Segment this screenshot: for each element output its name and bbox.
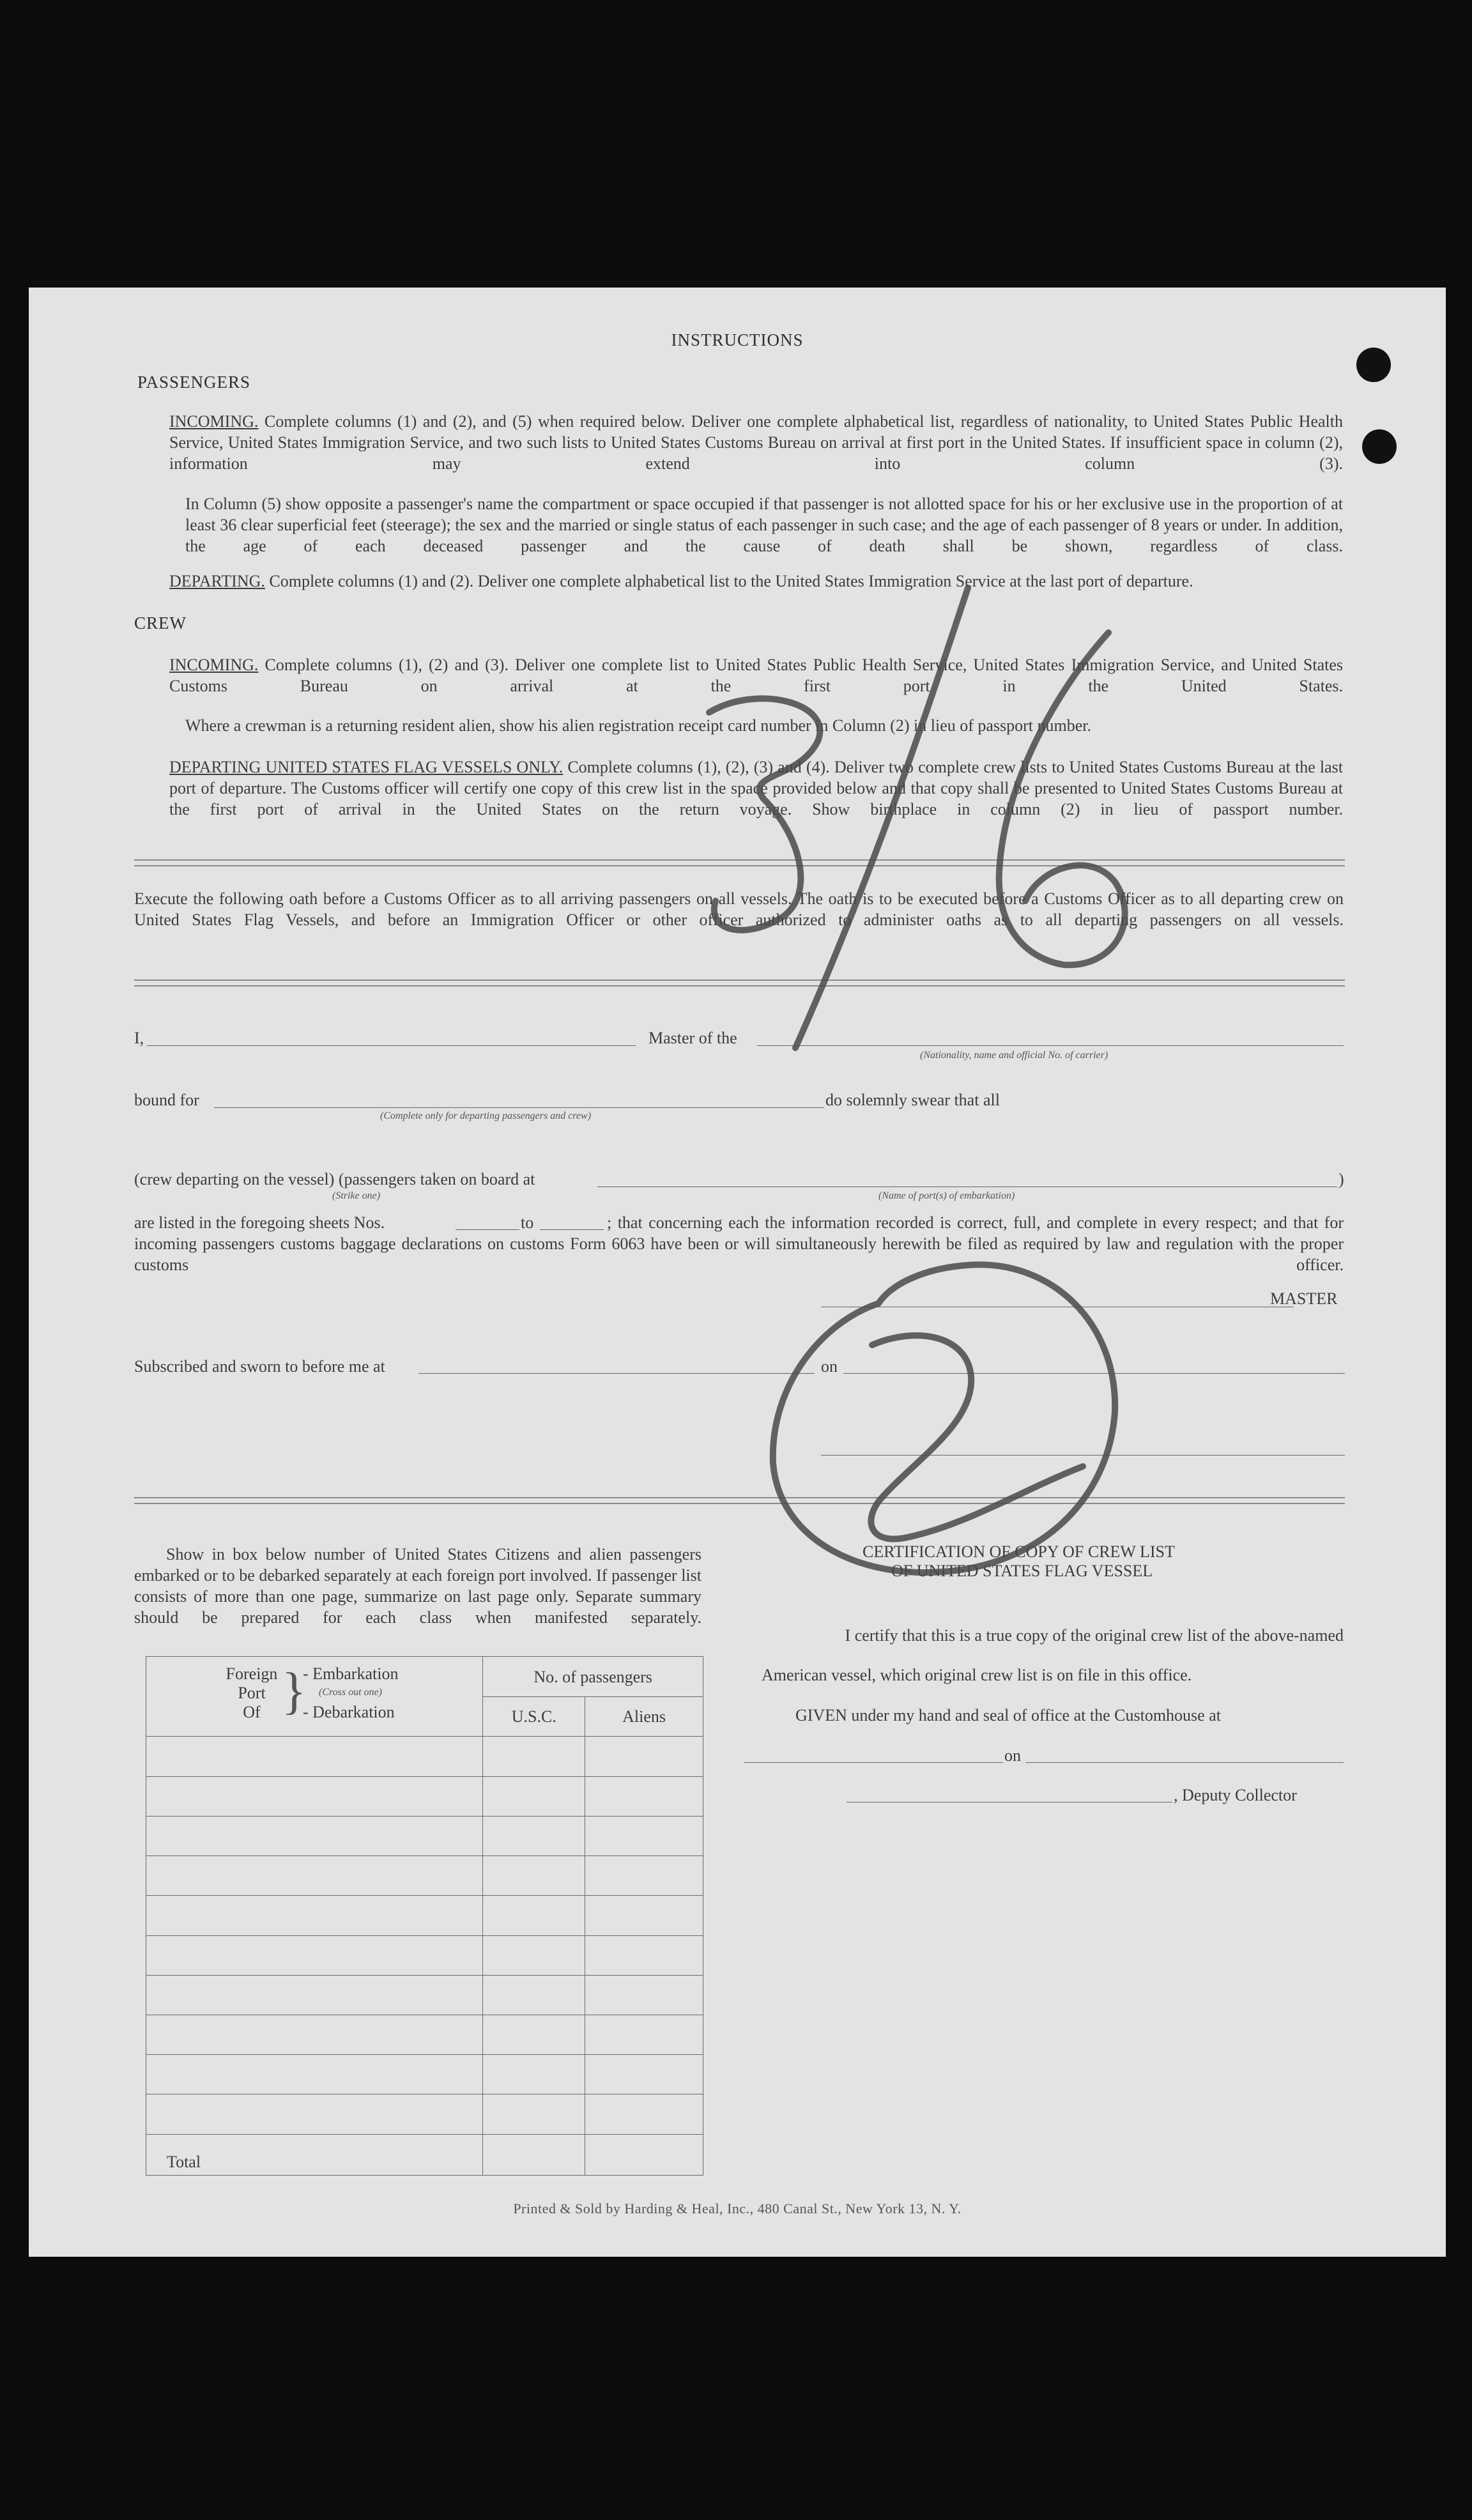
printer-footer: Printed & Sold by Harding & Heal, Inc., 480 Canal St., New York 13, N. Y. <box>513 2201 962 2217</box>
crew-departing-text: (crew departing on the vessel) (passengers taken on board at <box>134 1170 535 1188</box>
stamp-digit-3 <box>709 698 820 930</box>
stamp-digit-6 <box>999 633 1125 965</box>
certification-heading-2: OF UNITED STATES FLAG VESSEL <box>891 1562 1153 1580</box>
master-of-the-label: Master of the <box>648 1029 737 1047</box>
summary-instructions: Show in box below number of United States Citizens and alien passengers embarked or to be debarked separately at each foreign port involved. If passenger list consists of more than one page, summarize on last page only. Separate summary should be prepared for each class when manifested separately. <box>134 1545 702 1627</box>
given-text: GIVEN under my hand and seal of office at the Customhouse at <box>795 1706 1221 1725</box>
subscribed-label: Subscribed and sworn to before me at <box>134 1357 385 1376</box>
crew-incoming-label: INCOMING. <box>169 656 259 674</box>
oath-intro: Execute the following oath before a Customs Officer as to all arriving passengers on all vessels. The oath is to be executed before a Customs Officer as to all departing crew on United States Flag Vessels, and before an Immigration Officer or other officer authorized to administer oaths as to all departing passengers on all vessels. <box>134 889 1344 929</box>
crew-resident-paragraph: Where a crewman is a returning resident alien, show his alien registration receipt card number in Column (2) in lieu of passport number. <box>185 716 1092 735</box>
total-label: Total <box>146 2134 483 2175</box>
listed-post-text: ; that concerning each the information recorded is correct, full, and complete in every respect; and that for incoming passengers customs baggage declarations on customs Form 6063 have been or will simultaneously herewith be filed as required by law and regulation with the proper customs officer. <box>134 1213 1344 1274</box>
crew-departing-text: Complete columns (1), (2), (3) and (4). Deliver two complete crew lists to United States Customs Bureau at the last port of departure. The Customs officer will certify one copy of this crew list in the space provided below and that copy shall be presented to United States Customs Bureau at the first port of arrival in the United States on the return voyage. Show birthplace in column (2) in lieu of passport number. <box>169 758 1344 818</box>
circled-digit-2 <box>871 1335 1083 1539</box>
carrier-caption: (Nationality, name and official No. of carrier) <box>920 1050 1108 1061</box>
crew-incoming-text: Complete columns (1), (2) and (3). Deliver one complete list to United States Public Health Service, United States Immigration Service, and United States Customs Bureau on arrival at the first port in the United States. <box>169 656 1343 695</box>
close-paren: ) <box>1338 1170 1344 1188</box>
bound-caption: (Complete only for departing passengers and crew) <box>380 1110 592 1121</box>
embarkation-label: - Embarkation <box>303 1664 399 1683</box>
bound-for-label: bound for <box>134 1091 199 1109</box>
passengers-departing-text: Complete columns (1) and (2). Deliver one complete alphabetical list to the United States Immigration Service at the last port of departure. <box>264 572 1193 590</box>
port-label: Port <box>238 1684 266 1702</box>
usc-header: U.S.C. <box>483 1697 585 1737</box>
ports-caption: (Name of port(s) of embarkation) <box>878 1190 1015 1201</box>
crew-departing-label: DEPARTING UNITED STATES FLAG VESSELS ONLY. <box>169 758 564 776</box>
passengers-incoming-text: Complete columns (1) and (2), and (5) when required below. Deliver one complete alphabetical list, regardless of nationality, to United States Public Health Service, United States Immigration Service, and two such lists to United States Customs Bureau on arrival at first port in the United States. If insufficient space in column (2), information may extend into column (3). <box>169 412 1343 473</box>
form-sheet <box>29 288 1446 2257</box>
swear-text: do solemnly swear that all <box>825 1091 1000 1109</box>
strike-one-caption: (Strike one) <box>332 1190 381 1201</box>
stamp-slash <box>795 588 968 1048</box>
certify-line-1: I certify that this is a true copy of the original crew list of the above-named <box>845 1626 1344 1645</box>
crew-heading: CREW <box>134 613 187 633</box>
deputy-collector-label: , Deputy Collector <box>1174 1786 1297 1804</box>
cross-out-caption: (Cross out one) <box>319 1687 382 1698</box>
column5-paragraph: In Column (5) show opposite a passenger's name the compartment or space occupied if that passenger is not allotted space for his or her exclusive use in the proportion of at least 36 clear superficial feet (steerage); the sex and the married or single status of each passenger in such case; and the age of each passenger of 8 years or under. In addition, the age of each deceased passenger and the cause of death shall be shown, regardless of class. <box>185 495 1343 555</box>
crayon-annotations <box>29 288 1446 2257</box>
debarkation-label: - Debarkation <box>303 1703 395 1721</box>
passengers-heading: PASSENGERS <box>137 373 251 392</box>
listed-to-text: to <box>521 1213 534 1232</box>
subscribed-on-label: on <box>821 1357 838 1376</box>
passengers-incoming-label: INCOMING. <box>169 412 259 431</box>
of-label: Of <box>243 1703 261 1721</box>
certification-on-label: on <box>1004 1746 1021 1765</box>
oath-i-label: I, <box>134 1029 144 1047</box>
instructions-title: INSTRUCTIONS <box>671 330 804 350</box>
certification-heading-1: CERTIFICATION OF COPY OF CREW LIST <box>862 1542 1175 1561</box>
listed-pre-text: are listed in the foregoing sheets Nos. <box>134 1213 385 1232</box>
passengers-departing-label: DEPARTING. <box>169 572 265 590</box>
certify-line-2: American vessel, which original crew list is on file in this office. <box>762 1666 1192 1684</box>
master-label: MASTER <box>1270 1289 1338 1308</box>
aliens-header: Aliens <box>585 1697 703 1737</box>
no-passengers-header: No. of passengers <box>483 1657 703 1697</box>
brace-icon: } <box>282 1663 307 1719</box>
foreign-label: Foreign <box>226 1664 278 1683</box>
